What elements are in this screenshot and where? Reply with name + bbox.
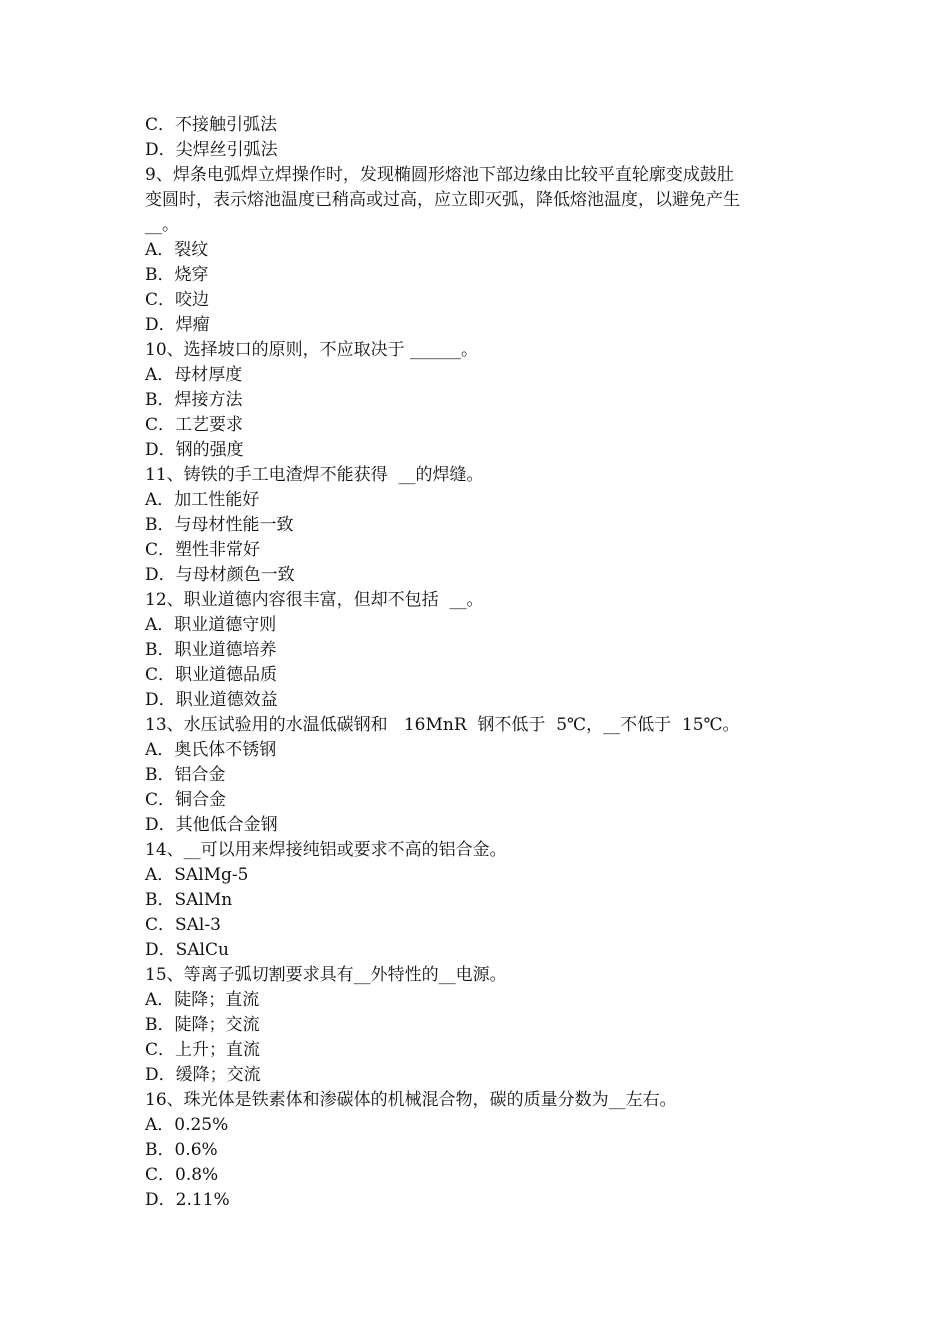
option-b: B．铝合金	[145, 765, 226, 785]
question-13-text: 13、水压试验用的水温低碳钢和 16MnR 钢不低于 5℃，__不低于 15℃。	[145, 715, 740, 735]
option-a: A．加工性能好	[145, 490, 260, 510]
option-a: A．母材厚度	[145, 365, 243, 385]
option-d: D．尖焊丝引弧法	[145, 140, 278, 160]
option-d: D．2.11%	[145, 1190, 230, 1210]
option-d: D．缓降；交流	[145, 1065, 261, 1085]
option-d: D．其他低合金钢	[145, 815, 278, 835]
option-d: D．焊瘤	[145, 315, 210, 335]
option-c: C．不接触引弧法	[145, 115, 278, 135]
option-d: D．SAlCu	[145, 940, 229, 960]
option-d: D．职业道德效益	[145, 690, 278, 710]
question-9-text-line-3: __。	[145, 215, 179, 235]
option-c: C．0.8%	[145, 1165, 219, 1185]
option-a: A．奥氏体不锈钢	[145, 740, 277, 760]
option-d: D．钢的强度	[145, 440, 244, 460]
option-a: A．SAlMg-5	[145, 865, 249, 885]
option-c: C．SAl-3	[145, 915, 221, 935]
question-16-text: 16、珠光体是铁素体和渗碳体的机械混合物，碳的质量分数为__左右。	[145, 1090, 677, 1110]
option-a: A．0.25%	[145, 1115, 229, 1135]
question-9-text-line-2: 变圆时，表示熔池温度已稍高或过高，应立即灭弧，降低熔池温度，以避免产生	[145, 190, 740, 210]
option-d: D．与母材颜色一致	[145, 565, 295, 585]
option-b: B．陡降；交流	[145, 1015, 260, 1035]
option-c: C．咬边	[145, 290, 210, 310]
option-c: C．铜合金	[145, 790, 227, 810]
option-c: C．上升；直流	[145, 1040, 261, 1060]
question-9-text-line-1: 9、焊条电弧焊立焊操作时，发现椭圆形熔池下部边缘由比较平直轮廓变成鼓肚	[145, 165, 734, 185]
option-a: A．职业道德守则	[145, 615, 277, 635]
option-b: B．与母材性能一致	[145, 515, 294, 535]
option-c: C．工艺要求	[145, 415, 244, 435]
question-list	[145, 113, 810, 1213]
option-b: B．焊接方法	[145, 390, 243, 410]
question-12-text: 12、职业道德内容很丰富，但却不包括 __。	[145, 590, 484, 610]
option-c: C．塑性非常好	[145, 540, 261, 560]
option-b: B．0.6%	[145, 1140, 218, 1160]
question-14-text: 14、__可以用来焊接纯铝或要求不高的铝合金。	[145, 840, 507, 860]
option-b: B．职业道德培养	[145, 640, 277, 660]
option-c: C．职业道德品质	[145, 665, 278, 685]
question-10-text: 10、选择坡口的原则，不应取决于 ______。	[145, 340, 479, 360]
question-15-text: 15、等离子弧切割要求具有__外特性的__电源。	[145, 965, 507, 985]
option-b: B．烧穿	[145, 265, 209, 285]
question-11-text: 11、铸铁的手工电渣焊不能获得 __的焊缝。	[145, 465, 484, 485]
option-b: B．SAlMn	[145, 890, 233, 910]
option-a: A．裂纹	[145, 240, 209, 260]
option-a: A．陡降；直流	[145, 990, 260, 1010]
